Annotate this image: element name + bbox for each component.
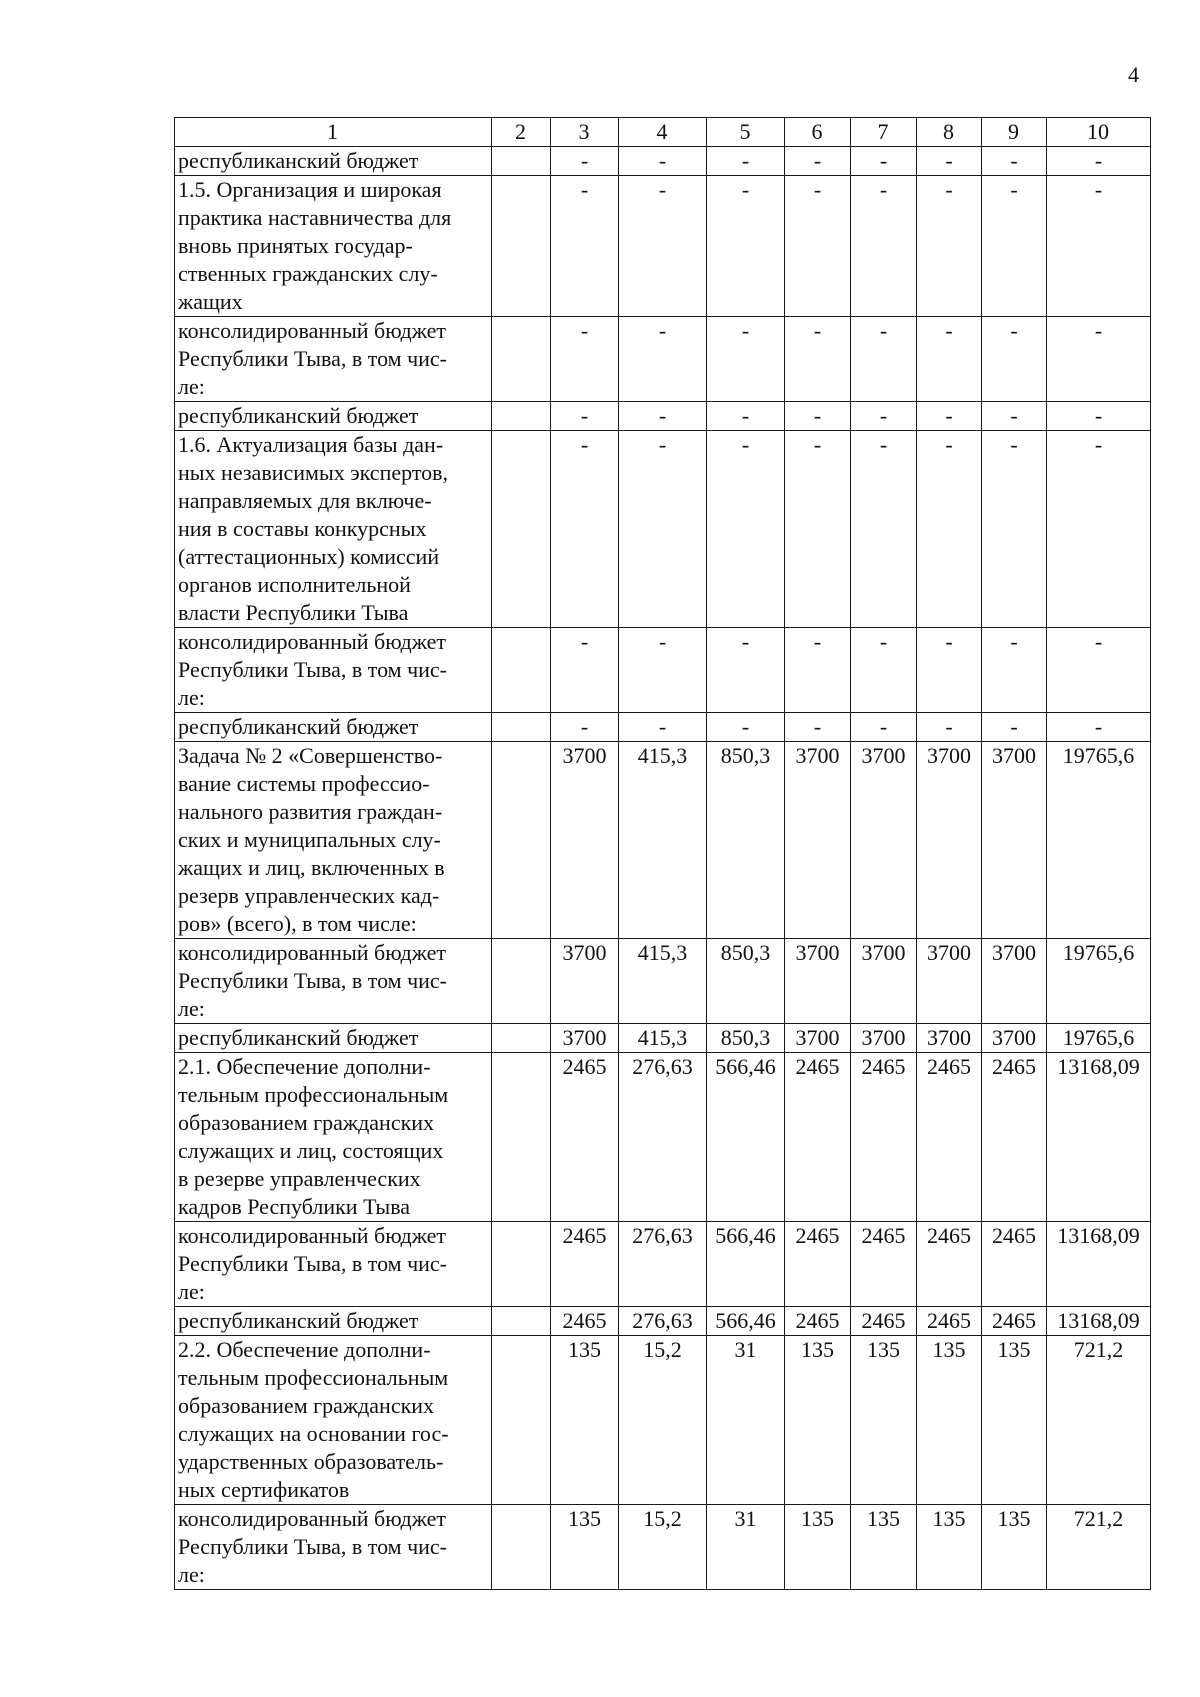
col2-cell [492,1307,551,1336]
col2-cell [492,1336,551,1505]
value-cell: - [917,628,982,713]
col2-cell [492,147,551,176]
value-cell: 276,63 [619,1053,707,1222]
value-cell: - [917,713,982,742]
table-row [175,939,1151,1024]
value-cell: - [619,628,707,713]
value-cell: 2465 [785,1053,851,1222]
header-cell: 10 [1047,118,1151,147]
value-cell: - [851,402,917,431]
value-cell: - [785,317,851,402]
value-cell: - [785,176,851,317]
value-cell: - [707,317,785,402]
row-label: республиканский бюджет [175,147,492,176]
value-cell: - [1047,147,1151,176]
value-cell: 3700 [551,1024,619,1053]
table-row [175,1053,1151,1222]
value-cell: 415,3 [619,742,707,939]
value-cell: 3700 [785,1024,851,1053]
table-row [175,147,1151,176]
value-cell: - [551,147,619,176]
value-cell: - [707,628,785,713]
value-cell: 3700 [785,742,851,939]
value-cell: - [707,176,785,317]
table-row [175,1222,1151,1307]
value-cell: 2465 [917,1222,982,1307]
value-cell: 276,63 [619,1222,707,1307]
value-cell: 2465 [551,1222,619,1307]
value-cell: 19765,6 [1047,742,1151,939]
row-label: консолидированный бюджет Республики Тыва, в том чис- ле: [175,317,492,402]
row-label: консолидированный бюджет Республики Тыва, в том чис- ле: [175,1505,492,1590]
value-cell: 721,2 [1047,1505,1151,1590]
value-cell: 31 [707,1336,785,1505]
value-cell: 135 [917,1336,982,1505]
header-cell: 3 [551,118,619,147]
value-cell: 135 [851,1336,917,1505]
value-cell: - [851,317,917,402]
col2-cell [492,1222,551,1307]
header-cell: 1 [175,118,492,147]
value-cell: - [917,317,982,402]
col2-cell [492,431,551,628]
value-cell: 2465 [982,1053,1047,1222]
value-cell: - [551,176,619,317]
table-row [175,713,1151,742]
col2-cell [492,628,551,713]
header-cell: 7 [851,118,917,147]
value-cell: 135 [785,1336,851,1505]
value-cell: 3700 [917,1024,982,1053]
value-cell: 566,46 [707,1222,785,1307]
value-cell: 276,63 [619,1307,707,1336]
value-cell: 850,3 [707,939,785,1024]
value-cell: 3700 [851,939,917,1024]
value-cell: 2465 [785,1307,851,1336]
value-cell: - [551,402,619,431]
row-label: республиканский бюджет [175,1024,492,1053]
value-cell: - [785,431,851,628]
value-cell: 566,46 [707,1307,785,1336]
header-row [175,118,1151,147]
value-cell: - [707,713,785,742]
value-cell: - [785,713,851,742]
value-cell: - [851,431,917,628]
row-label: республиканский бюджет [175,1307,492,1336]
value-cell: 31 [707,1505,785,1590]
table-row [175,431,1151,628]
value-cell: 415,3 [619,1024,707,1053]
value-cell: - [851,176,917,317]
value-cell: - [707,402,785,431]
value-cell: 3700 [917,939,982,1024]
page-number: 4 [1128,62,1139,87]
value-cell: - [917,402,982,431]
col2-cell [492,1505,551,1590]
row-label: консолидированный бюджет Республики Тыва, в том чис- ле: [175,628,492,713]
value-cell: - [851,713,917,742]
value-cell: 3700 [851,1024,917,1053]
budget-table [174,117,1151,1590]
value-cell: - [1047,713,1151,742]
value-cell: 415,3 [619,939,707,1024]
col2-cell [492,402,551,431]
value-cell: 135 [982,1336,1047,1505]
table-row [175,317,1151,402]
value-cell: - [1047,431,1151,628]
row-label: консолидированный бюджет Республики Тыва, в том чис- ле: [175,939,492,1024]
col2-cell [492,742,551,939]
value-cell: 2465 [851,1307,917,1336]
col2-cell [492,1024,551,1053]
value-cell: 2465 [785,1222,851,1307]
value-cell: - [707,147,785,176]
value-cell: - [785,628,851,713]
row-label: республиканский бюджет [175,402,492,431]
value-cell: - [982,176,1047,317]
table-row [175,176,1151,317]
table-row [175,1505,1151,1590]
row-label: республиканский бюджет [175,713,492,742]
table-row [175,742,1151,939]
value-cell: 3700 [982,742,1047,939]
value-cell: - [619,176,707,317]
header-cell: 5 [707,118,785,147]
value-cell: - [619,317,707,402]
value-cell: - [917,176,982,317]
row-label: консолидированный бюджет Республики Тыва, в том чис- ле: [175,1222,492,1307]
value-cell: 3700 [785,939,851,1024]
value-cell: 19765,6 [1047,939,1151,1024]
value-cell: - [982,431,1047,628]
value-cell: - [851,628,917,713]
value-cell: 2465 [982,1307,1047,1336]
value-cell: - [551,317,619,402]
value-cell: - [785,147,851,176]
value-cell: - [551,713,619,742]
col2-cell [492,176,551,317]
value-cell: 3700 [551,742,619,939]
value-cell: - [551,628,619,713]
value-cell: 135 [551,1505,619,1590]
value-cell: 3700 [982,1024,1047,1053]
value-cell: 3700 [851,742,917,939]
row-label: 2.2. Обеспечение дополни- тельным профессиональным образованием гражданских служащих на основании гос- ударственных образователь- ных сертификатов [175,1336,492,1505]
value-cell: - [707,431,785,628]
value-cell: - [619,402,707,431]
value-cell: 2465 [851,1222,917,1307]
value-cell: 13168,09 [1047,1222,1151,1307]
col2-cell [492,713,551,742]
table-row [175,628,1151,713]
header-cell: 9 [982,118,1047,147]
value-cell: 2465 [551,1307,619,1336]
row-label: 2.1. Обеспечение дополни- тельным профессиональным образованием гражданских служащих и лиц, состоящих в резерве управленческих кадров Республики Тыва [175,1053,492,1222]
value-cell: - [982,713,1047,742]
value-cell: - [551,431,619,628]
value-cell: 850,3 [707,742,785,939]
value-cell: - [619,713,707,742]
value-cell: 2465 [982,1222,1047,1307]
value-cell: 2465 [851,1053,917,1222]
value-cell: 13168,09 [1047,1307,1151,1336]
budget-table-body [175,118,1151,1590]
col2-cell [492,317,551,402]
value-cell: - [785,402,851,431]
value-cell: - [1047,317,1151,402]
value-cell: - [619,431,707,628]
value-cell: 3700 [982,939,1047,1024]
value-cell: 2465 [551,1053,619,1222]
value-cell: 135 [785,1505,851,1590]
value-cell: - [619,147,707,176]
row-label: 1.5. Организация и широкая практика наставничества для вновь принятых государ- ственных гражданских слу- жащих [175,176,492,317]
value-cell: 2465 [917,1307,982,1336]
header-cell: 8 [917,118,982,147]
value-cell: 19765,6 [1047,1024,1151,1053]
value-cell: 2465 [917,1053,982,1222]
header-cell: 6 [785,118,851,147]
value-cell: - [1047,176,1151,317]
header-cell: 4 [619,118,707,147]
table-row [175,402,1151,431]
value-cell: 135 [917,1505,982,1590]
value-cell: - [982,402,1047,431]
value-cell: - [1047,628,1151,713]
value-cell: - [1047,402,1151,431]
value-cell: 3700 [917,742,982,939]
value-cell: 566,46 [707,1053,785,1222]
table-row [175,1336,1151,1505]
value-cell: - [851,147,917,176]
value-cell: - [982,147,1047,176]
value-cell: 135 [851,1505,917,1590]
value-cell: 15,2 [619,1505,707,1590]
table-row [175,1307,1151,1336]
value-cell: 721,2 [1047,1336,1151,1505]
value-cell: - [917,147,982,176]
value-cell: 15,2 [619,1336,707,1505]
value-cell: - [982,628,1047,713]
value-cell: 135 [551,1336,619,1505]
value-cell: 850,3 [707,1024,785,1053]
value-cell: 13168,09 [1047,1053,1151,1222]
col2-cell [492,939,551,1024]
value-cell: - [982,317,1047,402]
row-label: 1.6. Актуализация базы дан- ных независимых экспертов, направляемых для включе- ния в составы конкурсных (аттестационных) комиссий органов исполнительной власти Республики Тыва [175,431,492,628]
value-cell: 3700 [551,939,619,1024]
table-row [175,1024,1151,1053]
value-cell: 135 [982,1505,1047,1590]
row-label: Задача № 2 «Совершенство- вание системы профессио- нального развития граждан- ских и муниципальных слу- жащих и лиц, включенных в резерв управленческих кад- ров» (всего), в том числе: [175,742,492,939]
value-cell: - [917,431,982,628]
col2-cell [492,1053,551,1222]
header-cell: 2 [492,118,551,147]
